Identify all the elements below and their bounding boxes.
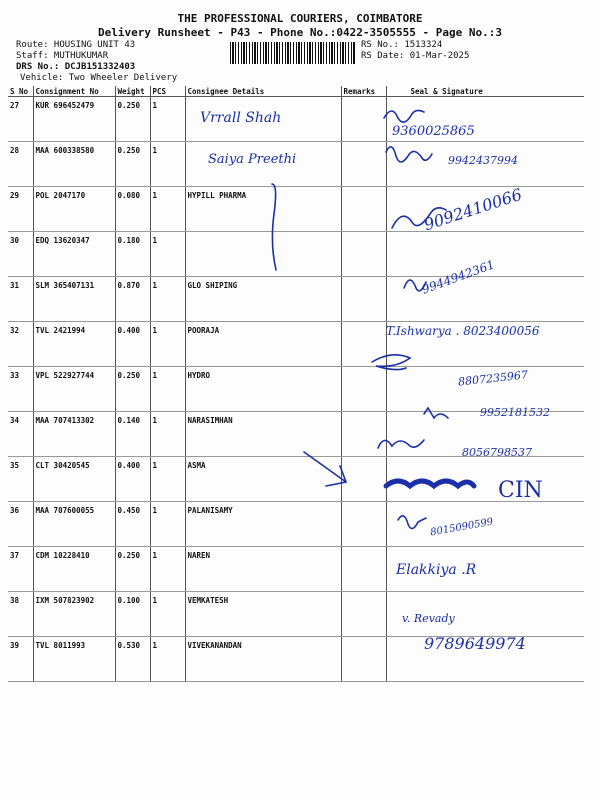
row-consignment-no: TVL 8011993 xyxy=(33,637,115,682)
row-consignment-no: CDM 10228410 xyxy=(33,547,115,592)
row-consignee: NARASIMHAN xyxy=(185,412,341,457)
signature-28-phone: 9942437994 xyxy=(448,154,518,167)
signature-32: T.Ishwarya . 8023400056 xyxy=(386,324,540,338)
col-header-pcs: PCS xyxy=(150,86,185,97)
row-remarks xyxy=(341,547,386,592)
staff-info: Staff: MUTHUKUMAR xyxy=(16,51,109,61)
col-header-consignment: Consignment No xyxy=(33,86,115,97)
vehicle-info: Vehicle: Two Wheeler Delivery xyxy=(20,73,178,83)
row-consignment-no: VPL 522927744 xyxy=(33,367,115,412)
row-remarks xyxy=(341,412,386,457)
row-pcs: 1 xyxy=(150,232,185,277)
row-weight: 0.250 xyxy=(115,97,150,142)
signature-30-phone: 9092410066 xyxy=(421,184,525,235)
signature-39-name: v. Revady xyxy=(402,612,455,625)
signature-33-phone: 8807235967 xyxy=(457,368,529,389)
row-pcs: 1 xyxy=(150,592,185,637)
row-consignee: VEMKATESH xyxy=(185,592,341,637)
row-pcs: 1 xyxy=(150,277,185,322)
signature-39-phone: 9789649974 xyxy=(424,634,526,653)
row-weight: 0.140 xyxy=(115,412,150,457)
row-consignment-no: MAA 707600055 xyxy=(33,502,115,547)
handwritten-consignee-27: Vrrall Shah xyxy=(200,110,282,126)
signature-36: CIN xyxy=(498,478,543,503)
table-row xyxy=(8,592,584,637)
row-weight: 0.870 xyxy=(115,277,150,322)
row-remarks xyxy=(341,142,386,187)
route-info: Route: HOUSING UNIT 43 xyxy=(16,40,136,50)
row-consignee: PALANISAMY xyxy=(185,502,341,547)
col-header-signature: Seal & Signature xyxy=(386,86,584,97)
row-weight: 0.400 xyxy=(115,322,150,367)
row-sno: 30 xyxy=(8,232,33,277)
row-consignee: HYDRO xyxy=(185,367,341,412)
row-weight: 0.080 xyxy=(115,187,150,232)
row-sno: 36 xyxy=(8,502,33,547)
table-row xyxy=(8,547,584,592)
signature-34-phone: 9952181532 xyxy=(480,406,550,419)
row-consignment-no: IXM 507823902 xyxy=(33,592,115,637)
signature-27-phone: 9360025865 xyxy=(392,124,475,139)
row-remarks xyxy=(341,322,386,367)
row-pcs: 1 xyxy=(150,502,185,547)
row-pcs: 1 xyxy=(150,322,185,367)
col-header-weight: Weight xyxy=(115,86,150,97)
row-consignment-no: MAA 707413302 xyxy=(33,412,115,457)
row-sno: 31 xyxy=(8,277,33,322)
row-remarks xyxy=(341,187,386,232)
table-header-row xyxy=(8,86,584,97)
row-remarks xyxy=(341,592,386,637)
row-consignment-no: MAA 600338580 xyxy=(33,142,115,187)
signature-35-phone: 8056798537 xyxy=(462,446,532,459)
row-sno: 35 xyxy=(8,457,33,502)
row-consignee: GLO SHIPING xyxy=(185,277,341,322)
row-sno: 37 xyxy=(8,547,33,592)
row-sno: 32 xyxy=(8,322,33,367)
table-row xyxy=(8,97,584,142)
row-consignee: POORAJA xyxy=(185,322,341,367)
row-consignee: VIVEKANANDAN xyxy=(185,637,341,682)
row-sno: 27 xyxy=(8,97,33,142)
row-weight: 0.450 xyxy=(115,502,150,547)
row-consignee: ASMA xyxy=(185,457,341,502)
row-pcs: 1 xyxy=(150,367,185,412)
col-header-consignee: Consignee Details xyxy=(185,86,341,97)
row-consignee: HYPILL PHARMA xyxy=(185,187,341,232)
row-weight: 0.250 xyxy=(115,142,150,187)
row-pcs: 1 xyxy=(150,187,185,232)
row-weight: 0.180 xyxy=(115,232,150,277)
row-weight: 0.250 xyxy=(115,547,150,592)
row-pcs: 1 xyxy=(150,97,185,142)
row-remarks xyxy=(341,637,386,682)
col-header-remarks: Remarks xyxy=(341,86,386,97)
row-sno: 28 xyxy=(8,142,33,187)
row-pcs: 1 xyxy=(150,457,185,502)
row-remarks xyxy=(341,277,386,322)
signature-37-phone: 8015090599 xyxy=(429,516,495,539)
signature-31-phone: 9944942361 xyxy=(419,257,497,297)
row-remarks xyxy=(341,232,386,277)
row-remarks xyxy=(341,502,386,547)
barcode xyxy=(230,42,355,64)
signature-38: Elakkiya .R xyxy=(396,562,477,578)
company-title: THE PROFESSIONAL COURIERS, COIMBATORE xyxy=(177,12,423,25)
row-consignment-no: SLM 365407131 xyxy=(33,277,115,322)
row-remarks xyxy=(341,367,386,412)
row-pcs: 1 xyxy=(150,637,185,682)
row-pcs: 1 xyxy=(150,412,185,457)
row-consignment-no: KUR 696452479 xyxy=(33,97,115,142)
table-row xyxy=(8,502,584,547)
row-weight: 0.100 xyxy=(115,592,150,637)
row-consignment-no: POL 2047170 xyxy=(33,187,115,232)
runsheet-title: Delivery Runsheet - P43 - Phone No.:0422-3505555 - Page No.:3 xyxy=(98,26,502,39)
row-pcs: 1 xyxy=(150,547,185,592)
row-weight: 0.250 xyxy=(115,367,150,412)
row-remarks xyxy=(341,457,386,502)
row-remarks xyxy=(341,97,386,142)
row-consignment-no: TVL 2421994 xyxy=(33,322,115,367)
row-signature xyxy=(386,457,584,502)
row-consignment-no: CLT 30420545 xyxy=(33,457,115,502)
drs-number: DRS No.: DCJB151332403 xyxy=(16,62,136,72)
col-header-sno: S No xyxy=(8,86,33,97)
rs-date: RS Date: 01-Mar-2025 xyxy=(361,51,470,61)
rs-number: RS No.: 1513324 xyxy=(361,40,443,50)
row-sno: 33 xyxy=(8,367,33,412)
row-pcs: 1 xyxy=(150,142,185,187)
row-consignee: NAREN xyxy=(185,547,341,592)
row-sno: 29 xyxy=(8,187,33,232)
handwritten-consignee-28: Saiya Preethi xyxy=(208,152,297,167)
row-sno: 39 xyxy=(8,637,33,682)
table-row xyxy=(8,232,584,277)
row-sno: 38 xyxy=(8,592,33,637)
row-consignment-no: EDQ 13620347 xyxy=(33,232,115,277)
row-signature xyxy=(386,277,584,322)
row-weight: 0.400 xyxy=(115,457,150,502)
row-sno: 34 xyxy=(8,412,33,457)
row-consignee xyxy=(185,232,341,277)
row-weight: 0.530 xyxy=(115,637,150,682)
table-row xyxy=(8,277,584,322)
